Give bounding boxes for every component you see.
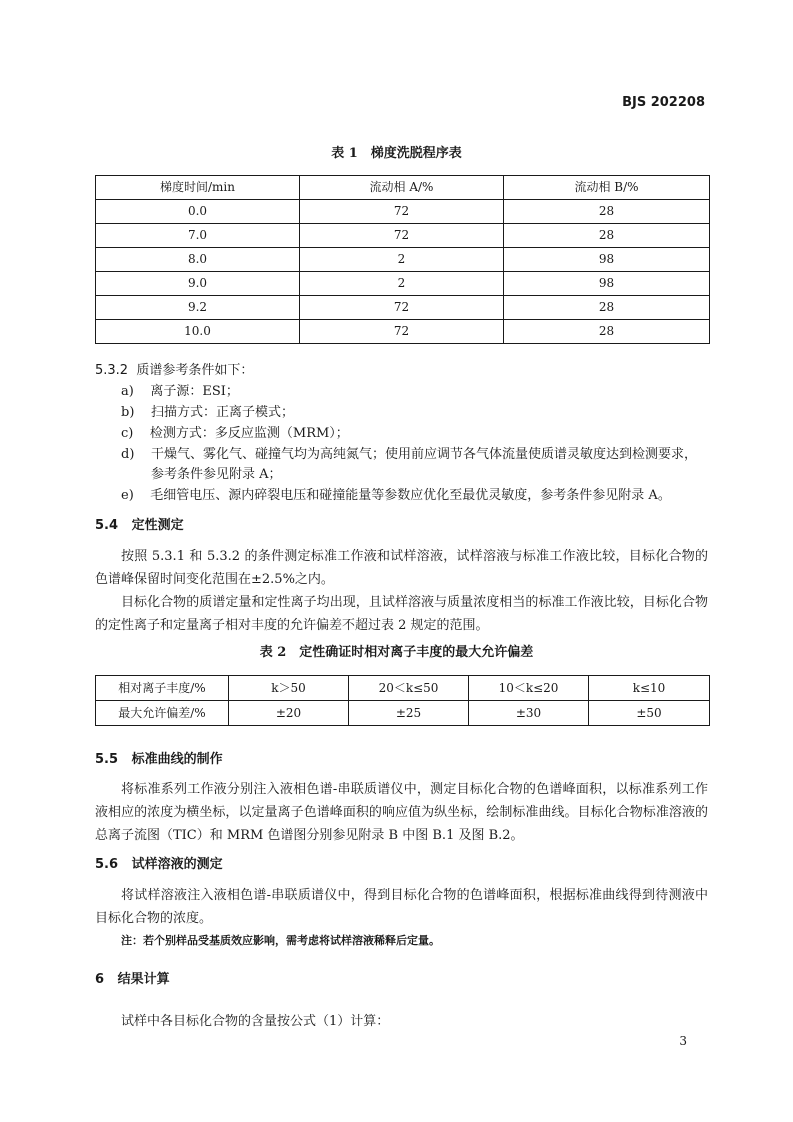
table-cell: 8.0 xyxy=(96,248,300,272)
list-label: c) xyxy=(121,426,134,441)
paragraph: 试样中各目标化合物的含量按公式（1）计算： xyxy=(121,1014,390,1029)
section-number: 6 xyxy=(95,972,105,987)
section-5-4-heading xyxy=(95,516,184,536)
table2-title: 表 2 定性确证时相对离子丰度的最大允许偏差 xyxy=(259,645,534,660)
table-cell: 10＜k≤20 xyxy=(469,676,589,701)
table-row xyxy=(96,320,710,344)
list-item xyxy=(121,403,294,423)
table-cell: ±20 xyxy=(229,701,349,726)
table-cell: 7.0 xyxy=(96,224,300,248)
table-cell: ±30 xyxy=(469,701,589,726)
table-cell: 28 xyxy=(504,320,710,344)
table-cell: 20＜k≤50 xyxy=(349,676,469,701)
table-cell: 72 xyxy=(300,224,504,248)
section-6-heading xyxy=(95,970,170,990)
table-cell: ±50 xyxy=(589,701,710,726)
table-cell: 98 xyxy=(504,248,710,272)
gradient-elution-table xyxy=(95,175,710,344)
list-text: 检测方式：多反应监测（MRM）； xyxy=(149,426,349,441)
section-5-6-heading xyxy=(95,855,223,875)
table-row xyxy=(96,272,710,296)
header-cell: 梯度时间/min xyxy=(96,176,300,200)
list-label: d) xyxy=(121,447,135,462)
list-item xyxy=(121,445,697,465)
table-cell: 2 xyxy=(300,248,504,272)
section-title: 结果计算 xyxy=(117,972,170,987)
section-number: 5.3.2 xyxy=(95,363,129,378)
table-cell: 相对离子丰度/% xyxy=(96,676,229,701)
table-cell: 28 xyxy=(504,200,710,224)
section-number: 5.4 xyxy=(95,518,119,533)
list-item-continuation: 参考条件参见附录 A； xyxy=(151,467,282,482)
list-text: 离子源：ESI； xyxy=(150,384,239,399)
section-title: 定性测定 xyxy=(131,518,184,533)
table-cell: 9.2 xyxy=(96,296,300,320)
table-cell: 72 xyxy=(300,320,504,344)
paragraph: 按照 5.3.1 和 5.3.2 的条件测定标准工作液和试样溶液，试样溶液与标准工作液比较，目标化合物的色谱峰保留时间变化范围在±2.5%之内。 xyxy=(95,549,708,587)
document-id: BJS 202208 xyxy=(622,95,705,110)
list-label: e) xyxy=(121,488,134,503)
list-text: 干燥气、雾化气、碰撞气均为高纯氮气；使用前应调节各气体流量使质谱灵敏度达到检测要求， xyxy=(150,447,697,462)
paragraph: 目标化合物的质谱定量和定性离子均出现，且试样溶液与质量浓度相当的标准工作液比较，目标化合物的定性离子和定量离子相对丰度的允许偏差不超过表 2 规定的范围。 xyxy=(95,595,708,633)
table-cell: k＞50 xyxy=(229,676,349,701)
table-header-row xyxy=(96,176,710,200)
section-5-3-2-intro xyxy=(95,361,253,381)
list-text: 扫描方式：正离子模式； xyxy=(150,405,294,420)
ion-abundance-table xyxy=(95,675,710,726)
table-cell: 28 xyxy=(504,224,710,248)
table-cell: 10.0 xyxy=(96,320,300,344)
list-label: b) xyxy=(121,405,135,420)
section-number: 5.6 xyxy=(95,857,119,872)
table-cell: 2 xyxy=(300,272,504,296)
table-cell: 72 xyxy=(300,296,504,320)
table-row xyxy=(96,676,710,701)
section-title: 标准曲线的制作 xyxy=(131,752,223,767)
table-cell: 9.0 xyxy=(96,272,300,296)
list-item xyxy=(121,486,671,506)
table-cell: 最大允许偏差/% xyxy=(96,701,229,726)
page-number: 3 xyxy=(679,1034,687,1048)
section-intro-text: 质谱参考条件如下： xyxy=(136,363,254,378)
table-row xyxy=(96,296,710,320)
note: 注：若个别样品受基质效应影响，需考虑将试样溶液稀释后定量。 xyxy=(121,934,440,947)
header-cell: 流动相 A/% xyxy=(300,176,504,200)
table1-title: 表 1 梯度洗脱程序表 xyxy=(331,146,462,161)
table-row xyxy=(96,248,710,272)
table-cell: 0.0 xyxy=(96,200,300,224)
table-cell: ±25 xyxy=(349,701,469,726)
section-5-5-heading xyxy=(95,750,223,770)
table-cell: 98 xyxy=(504,272,710,296)
paragraph: 将试样溶液注入液相色谱-串联质谱仪中，得到目标化合物的色谱峰面积，根据标准曲线得到待测液中目标化合物的浓度。 xyxy=(95,888,708,926)
table-row xyxy=(96,224,710,248)
table-cell: 28 xyxy=(504,296,710,320)
list-item xyxy=(121,382,239,402)
list-item xyxy=(121,424,349,444)
header-cell: 流动相 B/% xyxy=(504,176,710,200)
section-number: 5.5 xyxy=(95,752,119,767)
list-text: 毛细管电压、源内碎裂电压和碰撞能量等参数应优化至最优灵敏度，参考条件参见附录 A。 xyxy=(150,488,671,503)
table-cell: 72 xyxy=(300,200,504,224)
paragraph: 将标准系列工作液分别注入液相色谱-串联质谱仪中，测定目标化合物的色谱峰面积，以标准系列工作液相应的浓度为横坐标，以定量离子色谱峰面积的响应值为纵坐标，绘制标准曲线。目标化合物标准溶液的总离子流图（TIC）和 MRM 色谱图分别参见附录 B 中图 B.1 及图 B.2。 xyxy=(95,782,708,843)
table-row xyxy=(96,701,710,726)
section-title: 试样溶液的测定 xyxy=(131,857,223,872)
table-cell: k≤10 xyxy=(589,676,710,701)
table-row xyxy=(96,200,710,224)
list-label: a) xyxy=(121,384,134,399)
